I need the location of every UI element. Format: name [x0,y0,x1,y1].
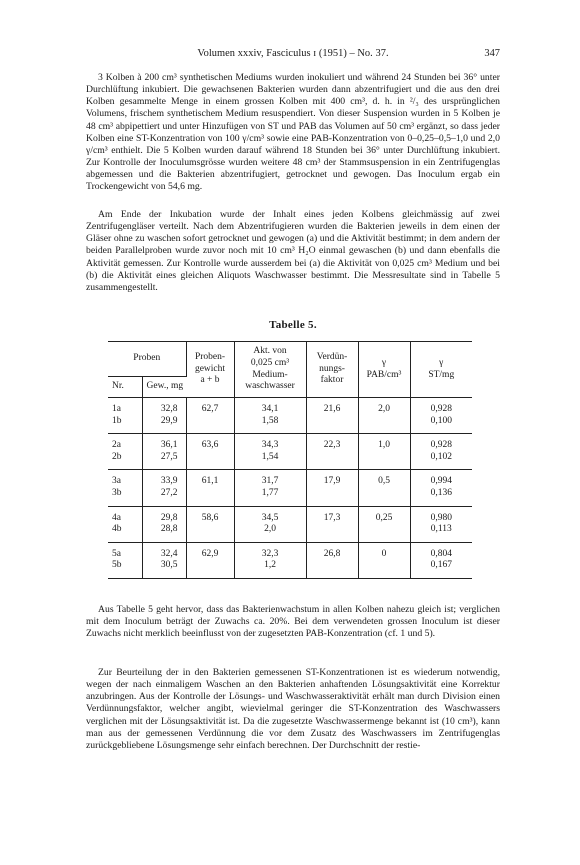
cell-aktivitaet [234,542,306,578]
cell-gew [142,470,186,506]
header-line: Proben- [194,352,226,363]
cell-verduennungsfaktor: 17,3 [306,506,358,542]
st-value: 0,167 [430,560,452,571]
nr-value: 1b [112,415,122,426]
gew-value: 29,8 [160,512,178,523]
cell-verduennungsfaktor: 21,6 [306,398,358,434]
nr-value: 4a [112,512,121,523]
akt-value: 1,2 [264,560,276,571]
cell-gew [142,506,186,542]
cell-gew [142,542,186,578]
st-value: 0,804 [430,548,452,559]
table-row [108,434,472,470]
cell-pab: 1,0 [358,434,410,470]
gew-value: 27,2 [160,487,178,498]
st-value: 0,100 [430,415,452,426]
cell-gew [142,398,186,434]
table-row [108,470,472,506]
akt-value: 34,1 [261,404,279,414]
nr-value: 3a [112,476,121,487]
st-value: 0,102 [430,451,452,462]
header-st [410,342,472,398]
nr-value: 1a [112,404,121,414]
header-line: Verdün- [316,352,348,363]
nr-value: 5b [112,560,122,571]
table-row [108,506,472,542]
running-title: Volumen xxxiv, Fasciculus ɪ (1951) – No. 37. [197,48,389,59]
cell-aktivitaet [234,434,306,470]
cell-st [410,434,472,470]
cell-aktivitaet [234,470,306,506]
paragraph-result [86,604,500,640]
paragraph-text: Aus Tabelle 5 geht hervor, dass das Bakterienwachstum in allen Kolben nahezu gleich ist; verglichen mit dem Inoculum beträgt der Zuwachs ca. 20%. Bei dem verwendeten grossen Inoculum ist dieser Zuwachs nicht merklich beeinflusst von der zugesetzten PAB-Konzentration (cf. 1 und 5). [86,604,500,640]
cell-pab: 0,25 [358,506,410,542]
nr-value: 5a [112,548,121,559]
header-line: 0,025 cm³ [250,357,290,368]
header-pab [358,342,410,398]
header-line: γ [381,357,387,368]
header-line: Akt. von [253,346,287,357]
nr-value: 2a [112,440,121,451]
header-nr: Nr. [108,377,142,398]
cell-aktivitaet [234,398,306,434]
cell-verduennungsfaktor: 22,3 [306,434,358,470]
gew-value: 27,5 [160,451,178,462]
gew-value: 30,5 [160,560,178,571]
nr-value: 3b [112,487,122,498]
header-line: ST/mg [428,369,455,380]
cell-st [410,398,472,434]
header-probengewicht [186,342,234,398]
cell-nr [108,434,142,470]
st-value: 0,928 [430,440,452,451]
akt-value: 34,3 [261,440,279,451]
cell-probengewicht: 61,1 [186,470,234,506]
st-value: 0,994 [430,476,452,487]
akt-value: 1,77 [261,487,279,498]
cell-verduennungsfaktor: 26,8 [306,542,358,578]
cell-st [410,542,472,578]
header-verduennungsfaktor [306,342,358,398]
header-line: γ [439,357,444,368]
cell-st [410,506,472,542]
akt-value: 1,54 [261,451,279,462]
results-table [108,341,472,579]
cell-probengewicht: 62,7 [186,398,234,434]
cell-probengewicht: 63,6 [186,434,234,470]
page-number: 347 [484,48,500,59]
header-gew: Gew., mg [142,377,186,398]
akt-value: 31,7 [261,476,279,487]
cell-nr [108,470,142,506]
akt-value: 34,5 [261,512,279,523]
st-value: 0,980 [430,512,452,523]
table-title: Tabelle 5. [269,319,317,331]
paragraph-text: Am Ende der Inkubation wurde der Inhalt eines jeden Kolbens gleichmässig auf zwei Zentrifugengläser verteilt. Nach dem Abzentrifugieren wurden die Bakterien jeweils in dem einen der Gläser ohne zu waschen sofort getrocknet und gewogen (a) und die Aktivität bestimmt; in dem andern der beiden Parallelproben wurde zuvor noch mit 10 cm³ H₂O einmal gewaschen (b) und dann ebenfalls die Aktivität gemessen. Zur Kontrolle wurde ausserdem bei (a) die Aktivität von 0,025 cm³ Medium und bei (b) die Aktivität eines gleichen Aliquots Waschwasser bestimmt. Die Messresultate sind in Tabelle 5 zusammengestellt. [86,209,500,293]
table-row [108,398,472,434]
akt-value: 32,3 [261,548,279,559]
header-line: waschwasser [245,381,295,392]
gew-value: 32,8 [160,404,178,414]
cell-pab: 0 [358,542,410,578]
paragraph-inoculation [86,72,500,194]
cell-verduennungsfaktor: 17,9 [306,470,358,506]
cell-pab: 2,0 [358,398,410,434]
header-proben: Proben [108,342,186,377]
paragraph-text: 3 Kolben à 200 cm³ synthetischen Mediums wurden inokuliert und während 24 Stunden bei 36° unter Durchlüftung inkubiert. Die gewachsenen Bakterien wurden dann abzentrifugiert und die aus den drei Kolben gesammelte Menge in einem grossen Kolben mit 400 cm³, d. h. in ²/₃ des ursprünglichen Volumens, frischem synthetischem Medium resuspendiert. Von dieser Suspension wurden in 5 Kolben je 48 cm³ abpipettiert und unter Hinzufügen von ST und PAB das Volumen auf 50 cm³ ergänzt, so dass jeder Kolben eine ST-Konzentration von 100 γ/cm³ sowie eine PAB-Konzentration von 0–0,25–0,5–1,0 und 2,0 γ/cm³ enthielt. Die 5 Kolben wurden darauf während 18 Stunden bei 36° unter Durchlüftung inkubiert. Zur Kontrolle der Inoculumsgrösse wurden weitere 48 cm³ der Stammsuspension in ein Zentrifugenglas abgemessen und die Bakterien abzentrifugiert, getrocknet und gewogen. Das Inoculum ergab ein Trockengewicht von 54,6 mg. [86,72,500,193]
gew-value: 29,9 [160,415,178,426]
gew-value: 33,9 [160,476,178,487]
cell-pab: 0,5 [358,470,410,506]
cell-aktivitaet [234,506,306,542]
paragraph-incubation [86,209,500,294]
cell-nr [108,506,142,542]
st-value: 0,113 [430,524,452,535]
cell-nr [108,398,142,434]
paragraph-correction [86,667,500,752]
header-line: nungs- [319,363,345,374]
cell-probengewicht: 58,6 [186,506,234,542]
header-line: a + b [200,375,220,386]
gew-value: 28,8 [160,524,178,535]
header-aktivitaet [234,342,306,398]
gew-value: 36,1 [160,440,178,451]
header-line: Medium- [252,369,288,380]
st-value: 0,928 [430,404,452,414]
st-value: 0,136 [430,487,452,498]
page-header [86,47,500,61]
nr-value: 2b [112,451,122,462]
table-row [108,542,472,578]
paragraph-text: Zur Beurteilung der in den Bakterien gemessenen ST-Konzentrationen ist es wiederum notwendig, wegen der nach einmaligem Waschen an den Bakterien anhaftenden Lösungsaktivität eine Korrektur anzubringen. Aus der Kontrolle der Lösungs- und Waschwasseraktivität erhält man durch Division einen Verdünnungsfaktor, welcher angibt, wievielmal geringer die ST-Konzentration des Waschwassers verglichen mit der Lösungsaktivität ist. Da die zugesetzte Waschwassermenge bekannt ist (10 cm³), kann man aus der gemessenen Verdünnung die vor dem Zusatz des Waschwassers im Zentrifugenglas zurückgebliebene Lösungsmenge sehr einfach berechnen. Der Durchschnitt der restie- [86,667,500,751]
akt-value: 2,0 [264,524,276,535]
gew-value: 32,4 [160,548,178,559]
header-line: faktor [320,375,344,386]
cell-st [410,470,472,506]
cell-nr [108,542,142,578]
cell-gew [142,434,186,470]
nr-value: 4b [112,524,122,535]
header-line: PAB/cm³ [366,369,402,380]
akt-value: 1,58 [261,415,279,426]
cell-probengewicht: 62,9 [186,542,234,578]
header-line: gewicht [194,363,226,374]
table-header-row [108,342,472,377]
